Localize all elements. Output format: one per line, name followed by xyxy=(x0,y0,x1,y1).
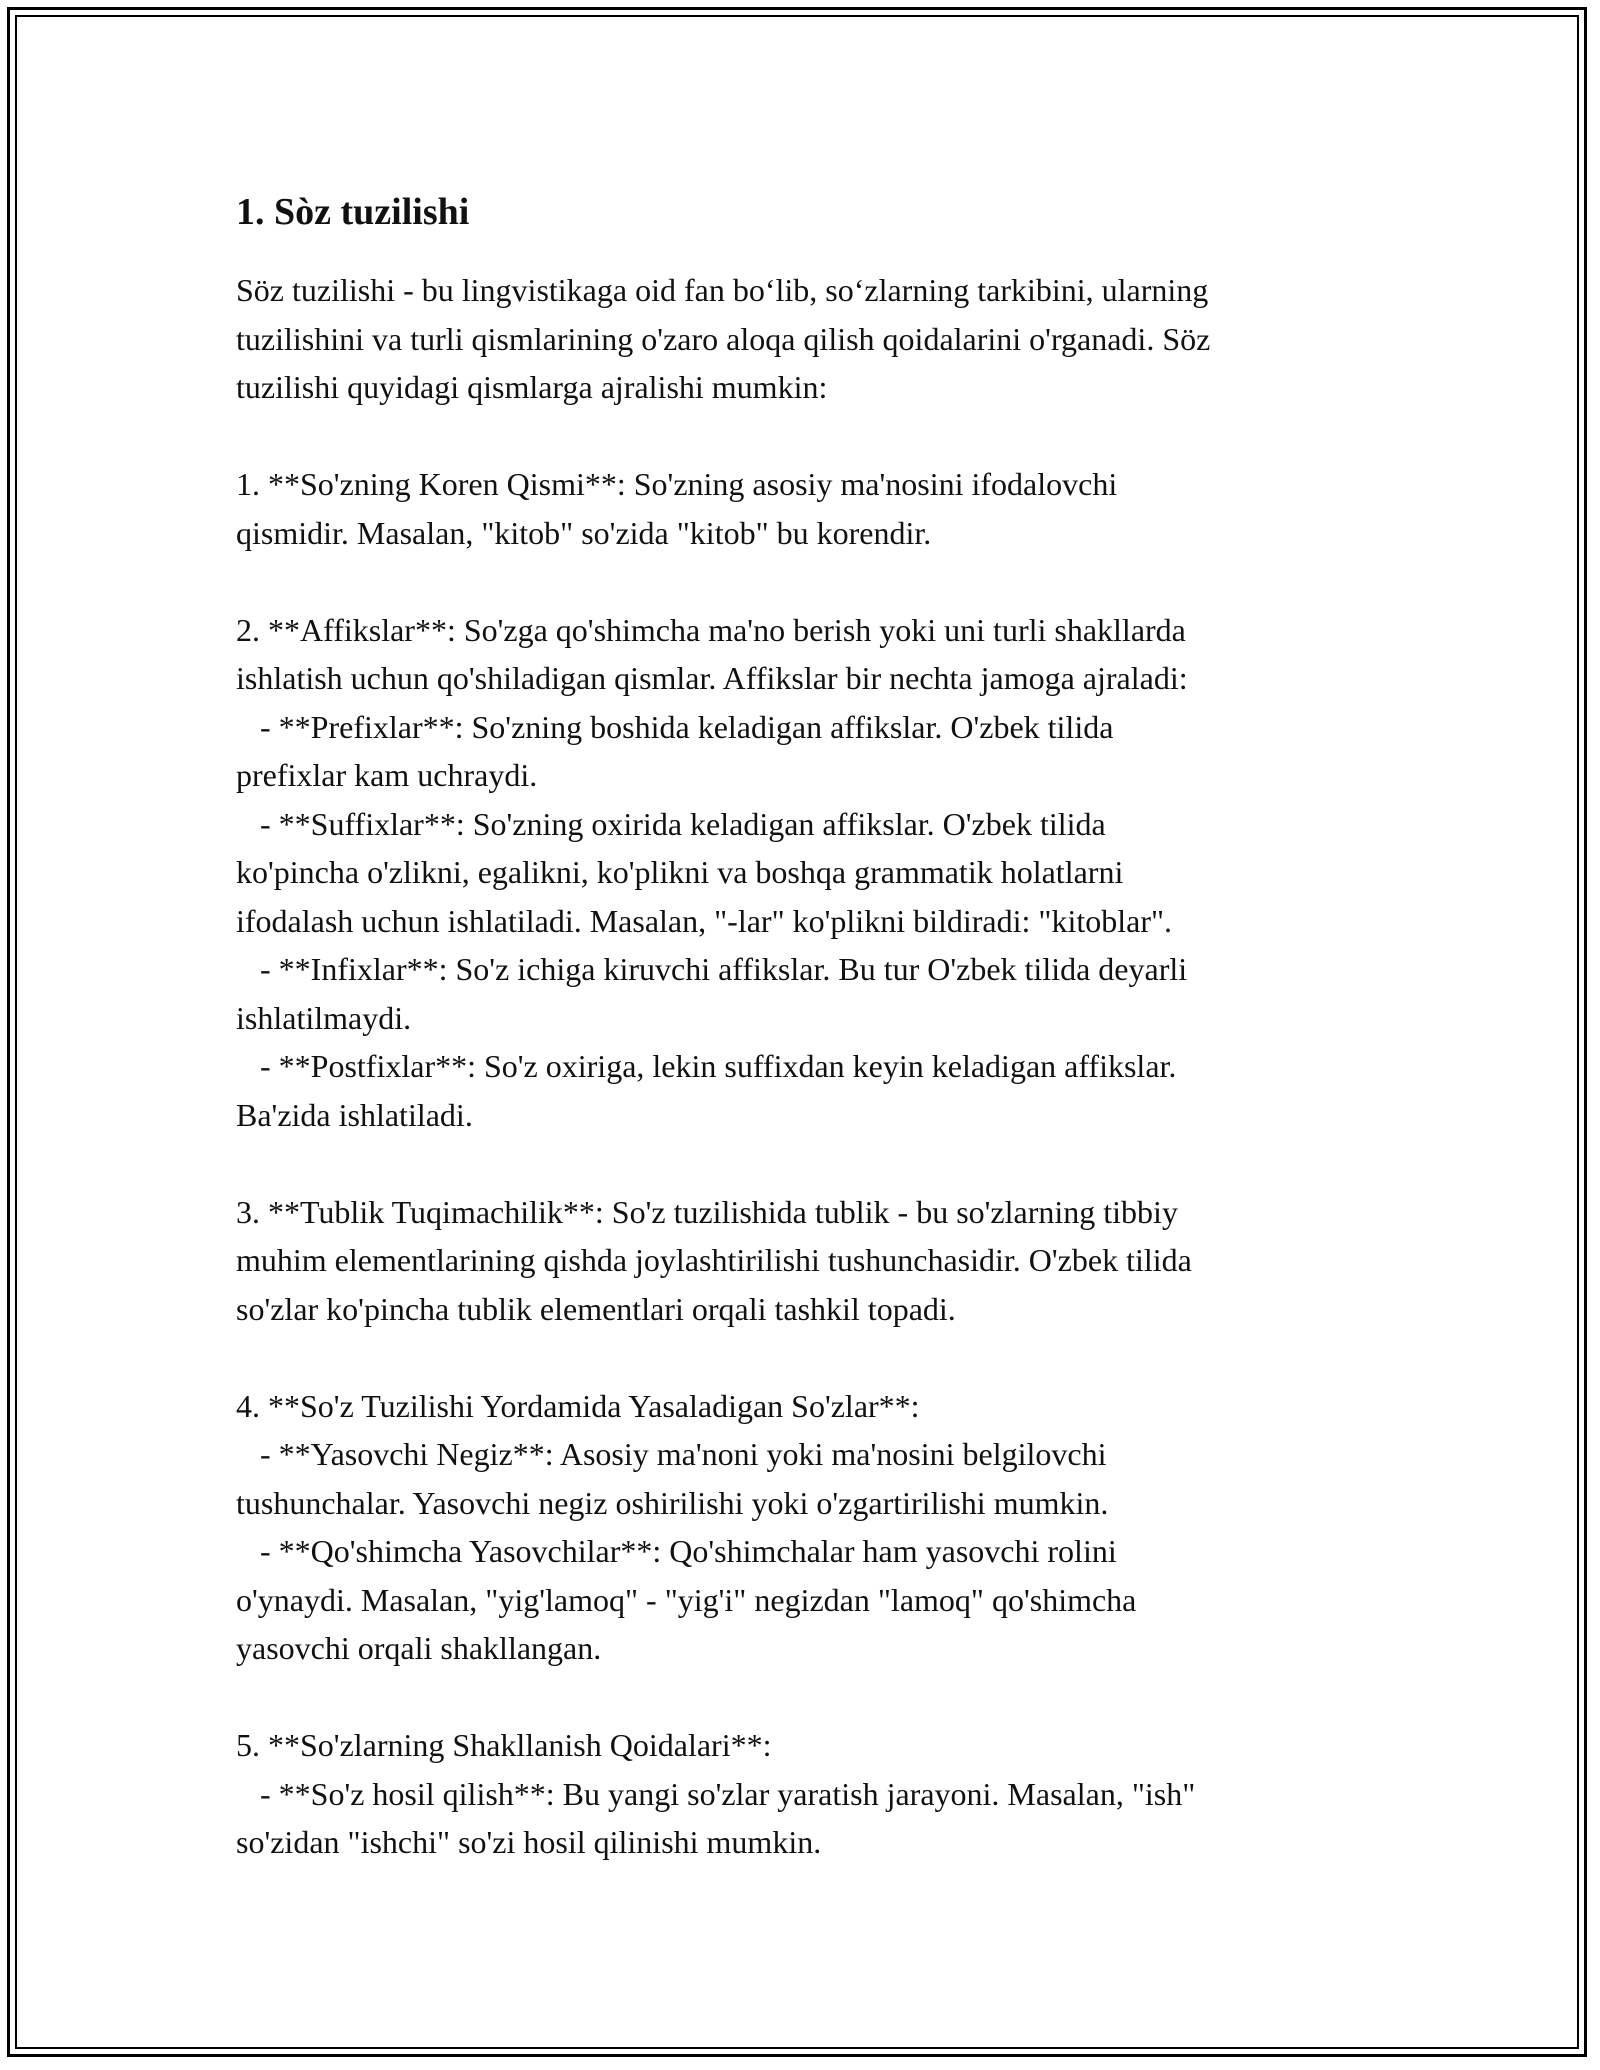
text-line: - **Prefixlar**: So'zning boshida keladigan affikslar. O'zbek tilida xyxy=(236,708,1114,745)
text-line: ifodalash uchun ishlatiladi. Masalan, "-lar" ko'plikni bildiradi: "kitoblar". xyxy=(236,902,1173,939)
text-line: ishlatish uchun qo'shiladigan qismlar. Affikslar bir nechta jamoga ajraladi: xyxy=(236,660,1188,696)
text-line: Ba'zida ishlatiladi. xyxy=(236,1096,473,1133)
text-line: tuzilishini va turli qismlarining o'zaro aloqa qilish qoidalarini o'rganadi. Söz xyxy=(236,320,1211,357)
text-line: so'zidan "ishchi" so'zi hosil qilinishi mumkin. xyxy=(236,1824,822,1860)
paragraph-gap xyxy=(236,1139,1366,1188)
paragraph xyxy=(236,1721,1366,1867)
text-line: Söz tuzilishi - bu lingvistikaga oid fan bo‘lib, so‘zlarning tarkibini, ularning xyxy=(236,272,1209,308)
text-line: ishlatilmaydi. xyxy=(236,999,412,1036)
text-line: - **Suffixlar**: So'zning oxirida keladigan affikslar. O'zbek tilida xyxy=(236,805,1106,842)
paragraph-list xyxy=(236,266,1366,1867)
text-line: qismidir. Masalan, "kitob" so'zida "kitob" bu korendir. xyxy=(236,514,932,551)
text-line: - **Infixlar**: So'z ichiga kiruvchi affikslar. Bu tur O'zbek tilida deyarli xyxy=(236,951,1188,987)
text-line: so'zlar ko'pincha tublik elementlari orqali tashkil topadi. xyxy=(236,1290,956,1327)
paragraph xyxy=(236,606,1366,1140)
text-line: 2. **Affikslar**: So'zga qo'shimcha ma'no berish yoki uni turli shakllarda xyxy=(236,611,1186,648)
text-line: 4. **So'z Tuzilishi Yordamida Yasaladigan So'zlar**: xyxy=(236,1387,920,1424)
text-line: o'ynaydi. Masalan, "yig'lamoq" - "yig'i" negizdan "lamoq" qo'shimcha xyxy=(236,1581,1137,1618)
paragraph-gap xyxy=(236,557,1366,606)
text-line: - **Yasovchi Negiz**: Asosiy ma'noni yoki ma'nosini belgilovchi xyxy=(236,1436,1107,1472)
text-line: 1. **So'zning Koren Qismi**: So'zning asosiy ma'nosini ifodalovchi xyxy=(236,466,1118,502)
text-line: ko'pincha o'zlikni, egalikni, ko'plikni va boshqa grammatik holatlarni xyxy=(236,854,1124,890)
document-body xyxy=(236,188,1366,1867)
text-line: yasovchi orqali shakllangan. xyxy=(236,1630,602,1666)
paragraph xyxy=(236,1188,1366,1334)
paragraph xyxy=(236,460,1366,557)
text-line: 3. **Tublik Tuqimachilik**: So'z tuzilishida tublik - bu so'zlarning tibbiy xyxy=(236,1193,1178,1230)
text-line: tuzilishi quyidagi qismlarga ajralishi mumkin: xyxy=(236,369,828,405)
text-line: prefixlar kam uchraydi. xyxy=(236,757,538,793)
paragraph xyxy=(236,266,1366,412)
text-line: tushunchalar. Yasovchi negiz oshirilishi yoki o'zgartirilishi mumkin. xyxy=(236,1484,1109,1521)
paragraph xyxy=(236,1382,1366,1673)
page-title: 1. Sòz tuzilishi xyxy=(236,191,470,233)
paragraph-gap xyxy=(236,1673,1366,1722)
paragraph-gap xyxy=(236,1333,1366,1382)
text-line: - **Postfixlar**: So'z oxiriga, lekin suffixdan keyin keladigan affikslar. xyxy=(236,1048,1177,1084)
text-line: 5. **So'zlarning Shakllanish Qoidalari**: xyxy=(236,1727,772,1763)
text-line: muhim elementlarining qishda joylashtirilishi tushunchasidir. O'zbek tilida xyxy=(236,1242,1192,1278)
paragraph-gap xyxy=(236,412,1366,461)
text-line: - **So'z hosil qilish**: Bu yangi so'zlar yaratish jarayoni. Masalan, "ish" xyxy=(236,1775,1196,1812)
text-line: - **Qo'shimcha Yasovchilar**: Qo'shimchalar ham yasovchi rolini xyxy=(236,1533,1117,1569)
